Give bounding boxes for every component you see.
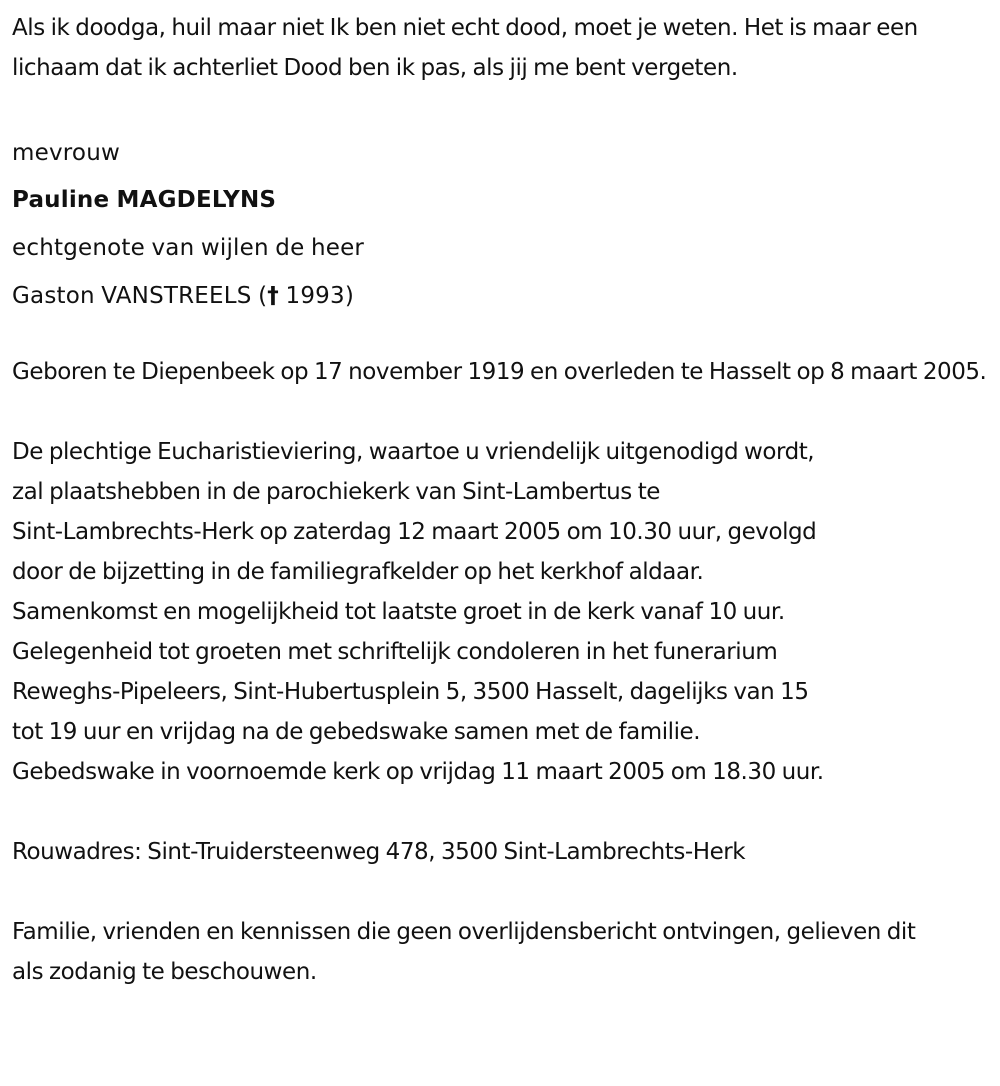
spacer (12, 872, 988, 912)
mourning-address: Rouwadres: Sint-Truidersteenweg 478, 3500 Sint-Lambrechts-Herk (12, 839, 746, 865)
spacer (12, 88, 988, 128)
birth-death-paragraph: Geboren te Diepenbeek op 17 november 1919 en overleden te Hasselt op 8 maart 2005. (12, 359, 987, 385)
spouse-line (12, 272, 988, 320)
ceremony-line: Gelegenheid tot groeten met schriftelijk condoleren in het funerarium (12, 639, 778, 665)
spouse-name: Gaston VANSTREELS (12, 283, 252, 309)
spacer (12, 392, 988, 432)
ceremony-line: Reweghs-Pipeleers, Sint-Hubertusplein 5, 3500 Hasselt, dagelijks van 15 (12, 679, 809, 705)
ceremony-line: Gebedswake in voornoemde kerk op vrijdag 11 maart 2005 om 18.30 uur. (12, 759, 824, 785)
spouse-death-prefix: ( (258, 283, 268, 309)
deceased-relation: echtgenote van wijlen de heer (12, 235, 365, 261)
closing-paragraph: Familie, vrienden en kennissen die geen overlijdensbericht ontvingen, gelieven dit als zodanig te beschouwen. (12, 919, 916, 985)
deceased-name: Pauline MAGDELYNS (12, 187, 277, 213)
ceremony-line: Sint-Lambrechts-Herk op zaterdag 12 maart 2005 om 10.30 uur, gevolgd (12, 519, 817, 545)
spouse-death-year: 1993) (285, 283, 355, 309)
poem-paragraph: Als ik doodga, huil maar niet Ik ben niet echt dood, moet je weten. Het is maar een lichaam dat ik achterliet Dood ben ik pas, als jij me bent vergeten. (12, 15, 918, 81)
ceremony-line: De plechtige Eucharistieviering, waartoe u vriendelijk uitgenodigd wordt, (12, 439, 815, 465)
spacer (12, 792, 988, 832)
ceremony-line: door de bijzetting in de familiegrafkelder op het kerkhof aldaar. (12, 559, 704, 585)
cross-icon: † (267, 283, 279, 309)
ceremony-paragraph (12, 432, 988, 792)
deceased-title: mevrouw (12, 140, 120, 166)
ceremony-line: Samenkomst en mogelijkheid tot laatste groet in de kerk vanaf 10 uur. (12, 599, 785, 625)
ceremony-line: zal plaatshebben in de parochiekerk van Sint-Lambertus te (12, 479, 660, 505)
ceremony-line: tot 19 uur en vrijdag na de gebedswake samen met de familie. (12, 719, 701, 745)
spacer (12, 320, 988, 352)
